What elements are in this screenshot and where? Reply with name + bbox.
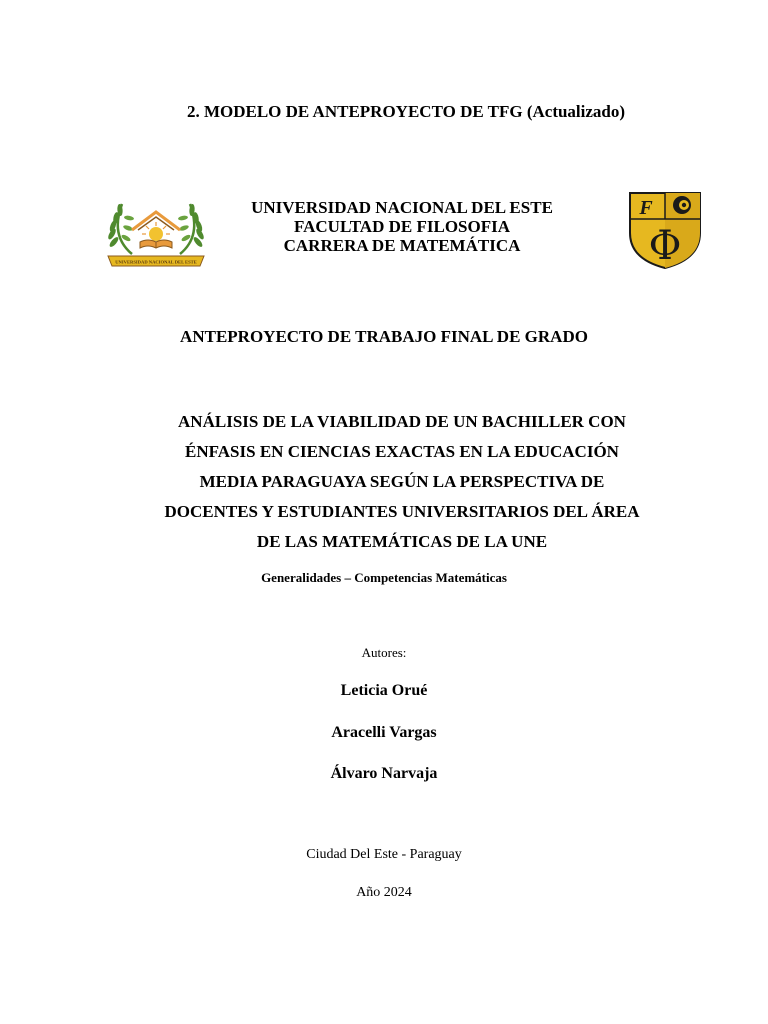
phi-symbol: Φ bbox=[648, 223, 682, 269]
title-line: DE LAS MATEMÁTICAS DE LA UNE bbox=[256, 532, 548, 551]
authors-label: Autores: bbox=[361, 645, 407, 660]
subtitle: Generalidades – Competencias Matemáticas bbox=[261, 570, 507, 585]
year: Año 2024 bbox=[356, 885, 412, 900]
shield-letter: F bbox=[639, 197, 653, 219]
title-line: ÉNFASIS EN CIENCIAS EXACTAS EN LA EDUCACIÓN bbox=[185, 442, 619, 461]
faculty-name: FACULTAD DE FILOSOFIA bbox=[294, 217, 510, 236]
career-name: CARRERA DE MATEMÁTICA bbox=[283, 236, 521, 255]
seal-banner-text: UNIVERSIDAD NACIONAL DEL ESTE bbox=[115, 259, 197, 265]
thesis-title bbox=[100, 407, 704, 557]
institution-block bbox=[220, 198, 584, 255]
author-name: Aracelli Vargas bbox=[331, 724, 437, 741]
university-name: UNIVERSIDAD NACIONAL DEL ESTE bbox=[251, 198, 553, 217]
author-name: Álvaro Narvaja bbox=[330, 765, 438, 782]
document-type: ANTEPROYECTO DE TRABAJO FINAL DE GRADO bbox=[180, 327, 588, 346]
faculty-shield-icon bbox=[626, 189, 704, 271]
location: Ciudad Del Este - Paraguay bbox=[306, 847, 462, 862]
author-name: Leticia Orué bbox=[340, 682, 428, 699]
section-heading: 2. MODELO DE ANTEPROYECTO DE TFG (Actualizado) bbox=[186, 102, 626, 121]
title-line: DOCENTES Y ESTUDIANTES UNIVERSITARIOS DEL ÁREA bbox=[164, 502, 640, 521]
title-line: MEDIA PARAGUAYA SEGÚN LA PERSPECTIVA DE bbox=[199, 472, 605, 491]
title-line: ANÁLISIS DE LA VIABILIDAD DE UN BACHILLER CON bbox=[178, 412, 626, 431]
university-seal-icon bbox=[102, 196, 210, 270]
